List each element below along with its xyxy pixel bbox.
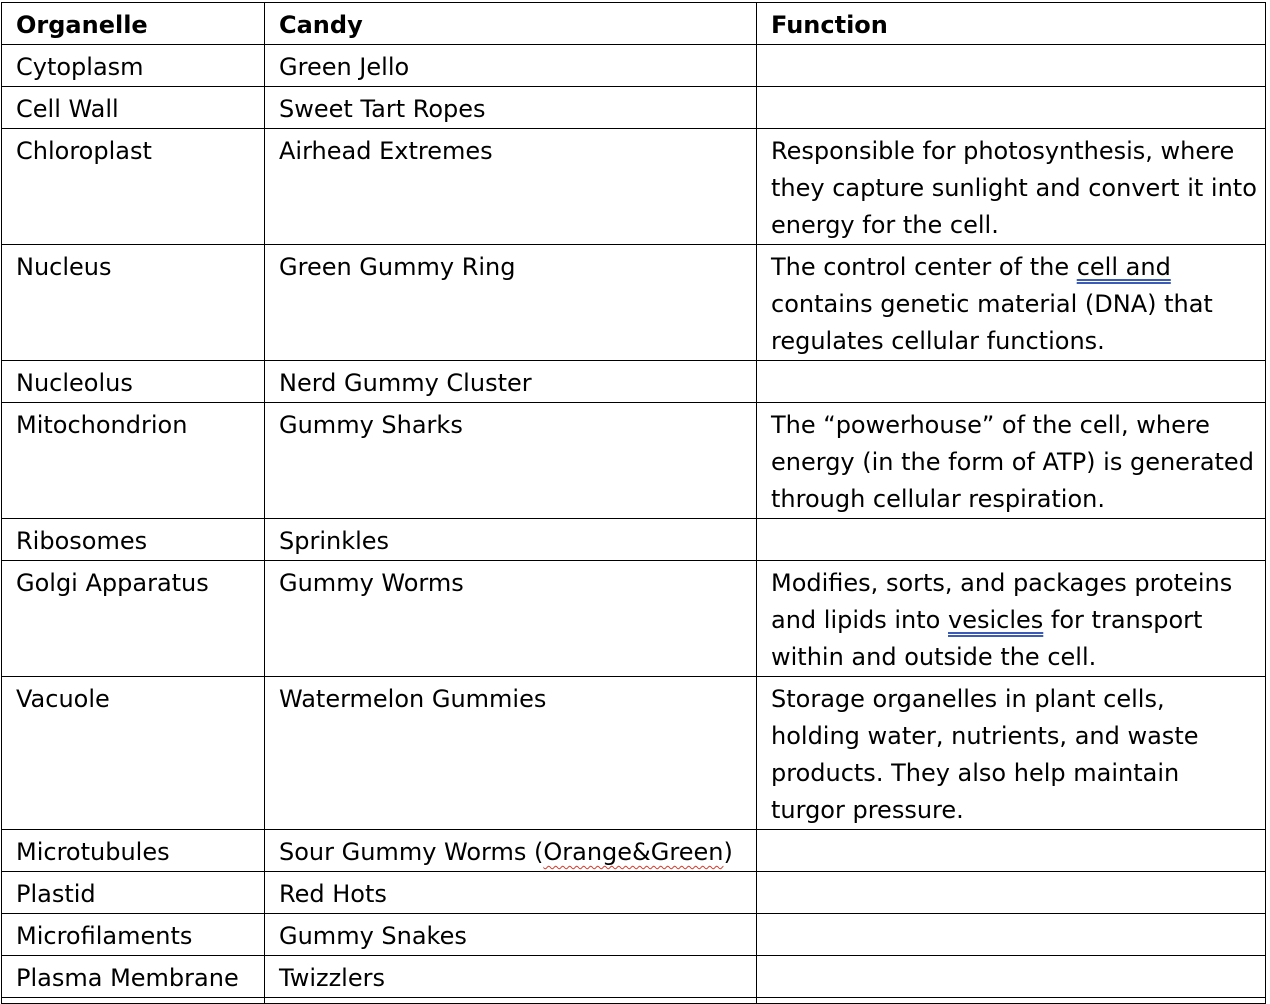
organelle-cell: Nucleolus [2,361,265,403]
table-row [2,361,1266,403]
candy-cell: Nerd Gummy Cluster [265,361,757,403]
organelle-cell: Microfilaments [2,914,265,956]
candy-cell: Airhead Extremes [265,129,757,245]
candy-text: ) [723,838,733,866]
function-cell [757,519,1266,561]
organelle-candy-table [1,2,1266,1004]
header-candy: Candy [265,3,757,45]
function-cell [757,45,1266,87]
organelle-cell: Cell Wall [2,87,265,129]
function-cell [757,872,1266,914]
candy-cell: Green Jello [265,45,757,87]
candy-cell: Watermelon Gummies [265,677,757,830]
organelle-cell: Mitochondrion [2,403,265,519]
header-organelle: Organelle [2,3,265,45]
organelle-cell: Plasma Membrane [2,956,265,998]
organelle-cell: Vacuole [2,677,265,830]
table-row [2,45,1266,87]
candy-cell: Twizzlers [265,956,757,998]
table-row [2,519,1266,561]
candy-text: Sour Gummy Worms ( [279,838,544,866]
organelle-cell: Cytoplasm [2,45,265,87]
spelling-flagged-text: Orange&Green [543,838,724,866]
candy-cell: Gummy Worms [265,561,757,677]
organelle-cell: Ribosomes [2,519,265,561]
table-row [2,129,1266,245]
organelle-cell: Plastid [2,872,265,914]
grammar-flagged-text: vesicles [948,606,1044,634]
table-row-partial [2,998,1266,1004]
function-text: for transport within and outside the cell. [771,606,1203,671]
function-cell [757,956,1266,998]
organelle-cell: Microtubules [2,830,265,872]
table-row [2,245,1266,361]
empty-cell [2,998,265,1004]
table-row [2,403,1266,519]
function-cell [757,561,1266,677]
header-function: Function [757,3,1266,45]
table-row [2,87,1266,129]
function-text: Modifies, sorts, and packages proteins and lipids into [771,569,1233,634]
candy-cell: Sweet Tart Ropes [265,87,757,129]
candy-cell [265,830,757,872]
table-row [2,677,1266,830]
function-text: The control center of the [771,253,1077,281]
organelle-cell: Chloroplast [2,129,265,245]
empty-cell [757,998,1266,1004]
function-cell [757,245,1266,361]
table-row [2,956,1266,998]
table-row [2,830,1266,872]
function-cell [757,361,1266,403]
organelle-cell: Golgi Apparatus [2,561,265,677]
function-cell: The “powerhouse” of the cell, where energy (in the form of ATP) is generated through cellular respiration. [757,403,1266,519]
function-cell [757,914,1266,956]
table-row [2,872,1266,914]
organelle-cell: Nucleus [2,245,265,361]
empty-cell [265,998,757,1004]
function-cell: Storage organelles in plant cells, holding water, nutrients, and waste products. They also help maintain turgor pressure. [757,677,1266,830]
table-row [2,561,1266,677]
candy-cell: Red Hots [265,872,757,914]
function-cell [757,830,1266,872]
grammar-flagged-text: cell and [1076,253,1171,281]
function-cell: Responsible for photosynthesis, where they capture sunlight and convert it into energy for the cell. [757,129,1266,245]
candy-cell: Green Gummy Ring [265,245,757,361]
candy-cell: Gummy Sharks [265,403,757,519]
table-header-row [2,3,1266,45]
candy-cell: Gummy Snakes [265,914,757,956]
table-row [2,914,1266,956]
function-cell [757,87,1266,129]
function-text: contains genetic material (DNA) that regulates cellular functions. [771,290,1213,355]
candy-cell: Sprinkles [265,519,757,561]
